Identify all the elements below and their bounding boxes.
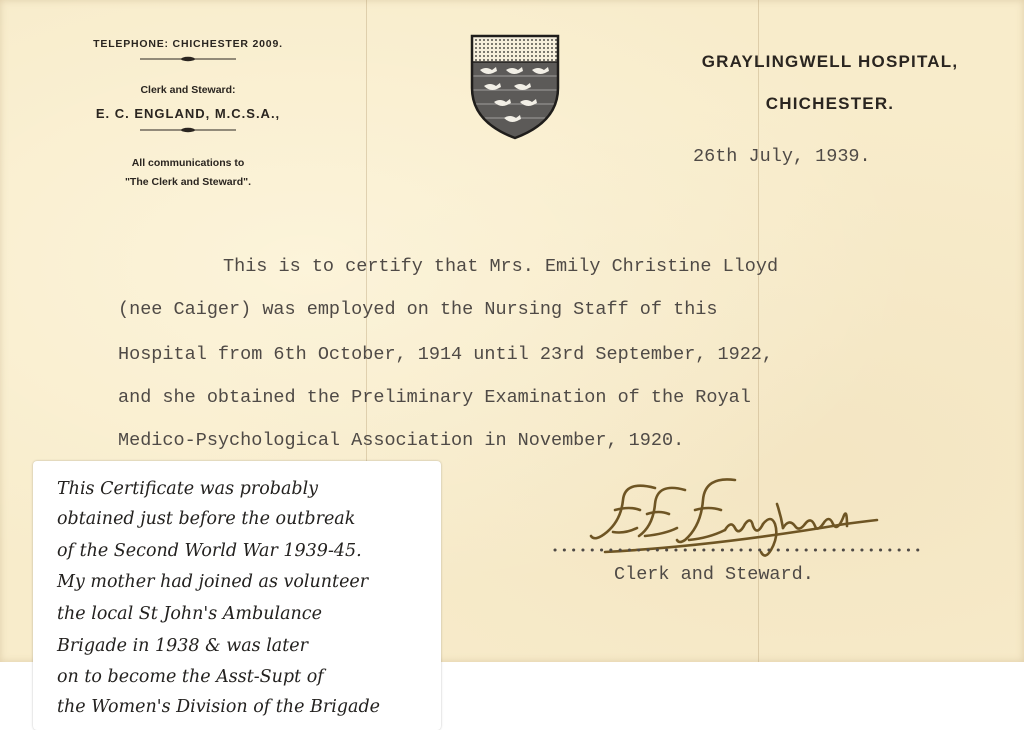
ornamental-rule [140,127,236,133]
certificate-body-line: and she obtained the Preliminary Examination of the Royal [118,387,751,408]
signatory-title: Clerk and Steward. [614,564,814,585]
certificate-body-line: Hospital from 6th October, 1914 until 23rd September, 1922, [118,344,774,365]
handwritten-annotation-note [33,461,441,730]
clerk-role-label: Clerk and Steward: [140,84,236,96]
signature-dotted-line [552,543,924,557]
certificate-body-line: Medico-Psychological Association in November, 1920. [118,430,685,451]
note-line: the Women's Division of the Brigade [57,697,381,717]
ornamental-rule [140,56,236,62]
note-line: of the Second World War 1939-45. [57,541,362,561]
note-line: obtained just before the outbreak [57,509,356,529]
letterhead-contact-block [60,38,316,188]
hospital-name: GRAYLINGWELL HOSPITAL, [701,52,959,71]
hospital-address-block [650,52,1010,114]
note-line: This Certificate was probably [57,479,319,499]
telephone-line: TELEPHONE: CHICHESTER 2009. [93,38,283,50]
communications-recipient: "The Clerk and Steward". [124,176,252,188]
communications-note: All communications to [131,157,245,169]
coat-of-arms-shield-icon [470,34,560,140]
note-line: on to become the Asst-Supt of [57,667,324,687]
clerk-name: E. C. ENGLAND, M.C.S.A., [95,106,281,121]
certificate-body-line: (nee Caiger) was employed on the Nursing Staff of this [118,299,718,320]
certificate-body-line: This is to certify that Mrs. Emily Christine Lloyd [223,256,779,277]
hospital-town: CHICHESTER. [765,94,895,113]
note-line: Brigade in 1938 & was later [57,636,308,656]
letter-date: 26th July, 1939. [693,146,871,167]
note-line: the local St John's Ambulance [57,604,322,624]
note-line: My mother had joined as volunteer [57,572,369,592]
